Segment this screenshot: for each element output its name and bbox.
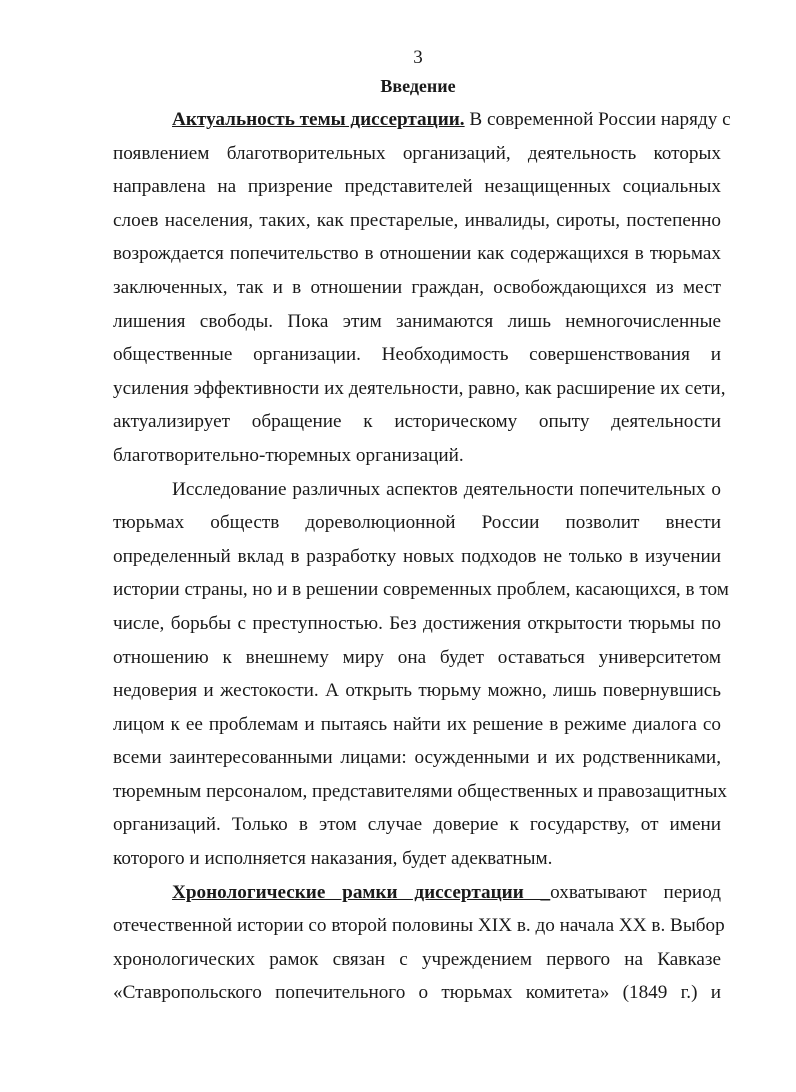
paragraph-research: [113, 473, 729, 876]
text-line: недоверия и жестокости. А открыть тюрьму можно, лишь повернувшись: [113, 680, 721, 702]
text-line: Исследование различных аспектов деятельности попечительных о: [172, 478, 721, 500]
text-span: охватывают период: [550, 881, 721, 903]
text-line: числе, борьбы с преступностью. Без достижения открытости тюрьмы по: [113, 612, 721, 634]
text-line: всеми заинтересованными лицами: осужденными и их родственниками,: [113, 747, 721, 769]
text-span: В современной России наряду с: [464, 109, 731, 130]
text-line: возрождается попечительство в отношении как содержащихся в тюрьмах: [113, 243, 721, 265]
section-title: Введение: [380, 76, 456, 96]
paragraph-relevance: [113, 103, 731, 473]
paragraph-lead: Актуальность темы диссертации.: [172, 109, 465, 130]
text-line: определенный вклад в разработку новых подходов не только в изучении: [113, 545, 721, 567]
text-line: истории страны, но и в решении современных проблем, касающихся, в том: [113, 579, 729, 601]
text-line: отечественной истории со второй половины XIX в. до начала XX в. Выбор: [113, 915, 725, 937]
text-line: [113, 876, 721, 910]
text-line: «Ставропольского попечительного о тюрьмах комитета» (1849 г.) и: [113, 982, 721, 1004]
text-line: лицом к ее проблемам и пытаясь найти их решение в режиме диалога со: [113, 713, 721, 735]
text-line: организаций. Только в этом случае доверие к государству, от имени: [113, 814, 721, 836]
text-line: направлена на призрение представителей незащищенных социальных: [113, 176, 721, 198]
paragraph-lead: Хронологические рамки диссертации _: [172, 881, 551, 903]
text-line: усиления эффективности их деятельности, равно, как расширение их сети,: [113, 377, 726, 399]
text-line: актуализирует обращение к историческому опыту деятельности: [113, 411, 721, 433]
page-number: 3: [413, 47, 423, 68]
text-line: слоев населения, таких, как престарелые, инвалиды, сироты, постепенно: [113, 209, 721, 231]
text-line: хронологических рамок связан с учреждением первого на Кавказе: [113, 948, 721, 970]
text-line: заключенных, так и в отношении граждан, освобождающихся из мест: [113, 276, 721, 298]
text-line: тюрьмах обществ дореволюционной России позволит внести: [113, 512, 721, 534]
text-line: [113, 103, 731, 137]
text-line: лишения свободы. Пока этим занимаются лишь немногочисленные: [113, 310, 721, 332]
paragraph-chronology: [113, 876, 725, 1010]
document-body: [113, 103, 731, 1010]
text-line: общественные организации. Необходимость совершенствования и: [113, 344, 721, 366]
text-line: появлением благотворительных организаций, деятельность которых: [113, 142, 721, 164]
text-line: которого и исполняется наказания, будет адекватным.: [113, 848, 553, 870]
text-line: благотворительно-тюремных организаций.: [113, 444, 464, 466]
text-line: тюремным персоналом, представителями общественных и правозащитных: [113, 780, 727, 802]
text-line: отношению к внешнему миру она будет оставаться университетом: [113, 646, 721, 668]
